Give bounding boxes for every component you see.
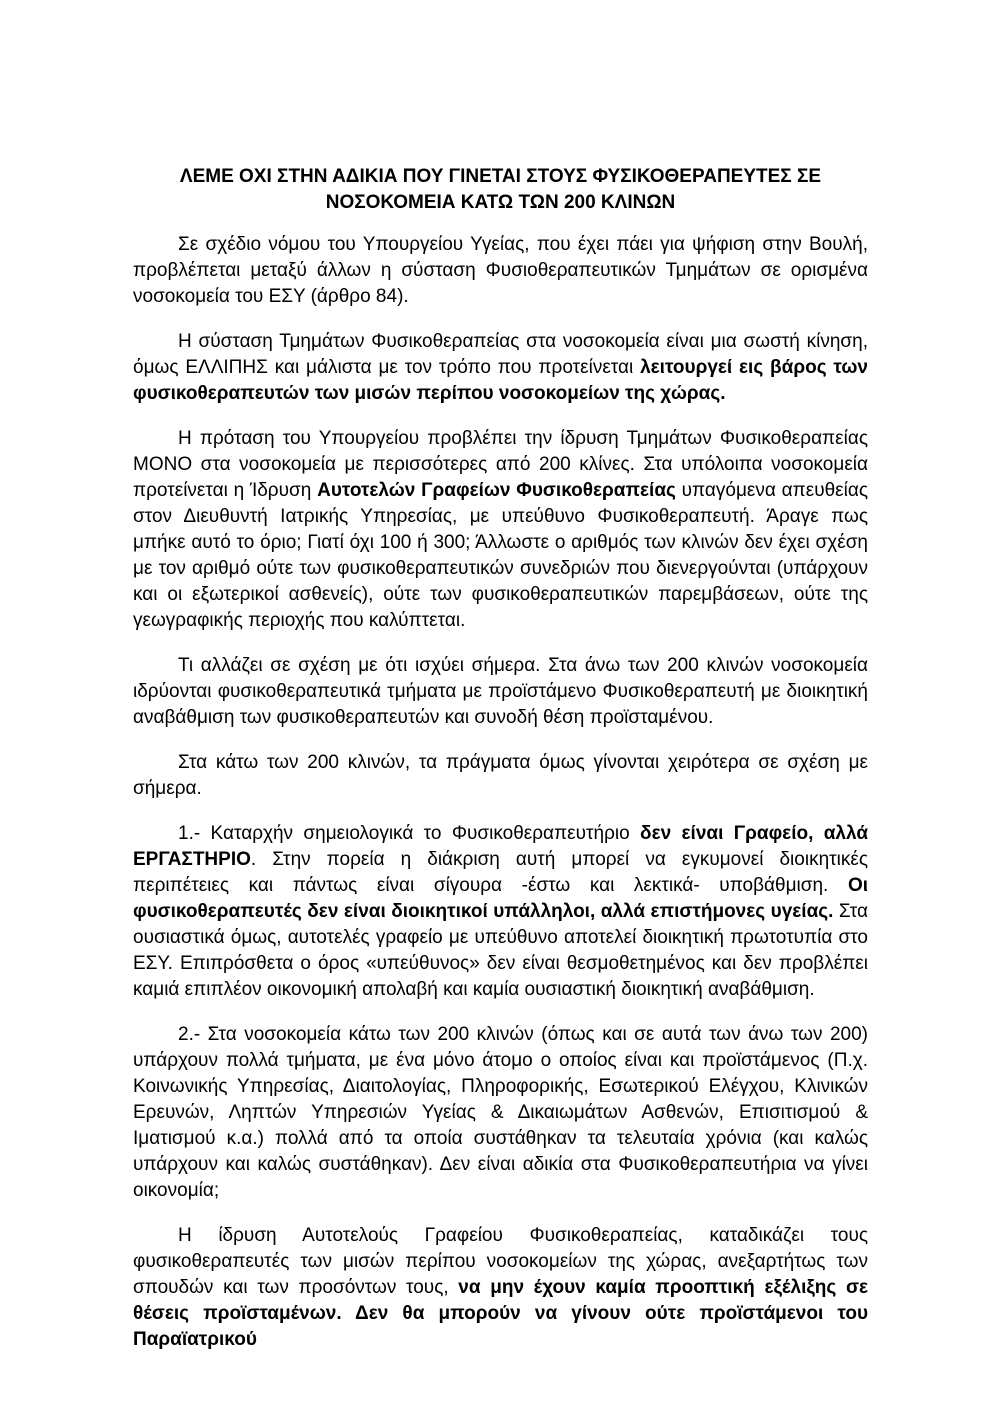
text-run: Η πρόταση του Υπουργείου προβλέπει την ίδρυση Τμημάτων Φυσικοθεραπείας ΜΟΝΟ στα νοσοκομεία με περισσότερες από 200 κλίνες. Στα υπόλοιπα νοσοκομεία προτείνεται η Ίδρυση bbox=[133, 428, 868, 501]
text-run: . Στην πορεία η διάκριση αυτή μπορεί να εγκυμονεί διοικητικές περιπέτειες και πάντως είναι σίγουρα -έστω και λεκτικά- υποβάθμιση. bbox=[133, 849, 868, 896]
paragraph bbox=[133, 1022, 868, 1204]
text-run: Στα ουσιαστικά όμως, αυτοτελές γραφείο με υπεύθυνο αποτελεί διοικητική πρωτοτυπία στο ΕΣΥ. Επιπρόσθετα ο όρος «υπεύθυνος» δεν είναι θεσμοθετημένος και δεν προβλέπει καμιά επιπλέον οικονομική απολαβή και καμία ουσιαστική διοικητική αναβάθμιση. bbox=[133, 901, 868, 1000]
text-run: 2.- Στα νοσοκομεία κάτω των 200 κλινών (όπως και σε αυτά των άνω των 200) υπάρχουν πολλά τμήματα, με ένα μόνο άτομο ο οποίος είναι και προϊστάμενος (Π.χ. Κοινωνικής Υπηρεσίας, Διαιτολογίας, Πληροφορικής, Εσωτερικού Ελέγχου, Κλινικών Ερευνών, Ληπτών Υπηρεσιών Υγείας & Δικαιωμάτων Ασθενών, Επισιτισμού & Ιματισμού κ.α.) πολλά από τα οποία συστάθηκαν τα τελευταία χρόνια (και καλώς υπάρχουν και καλώς συστάθηκαν). Δεν είναι αδικία στα Φυσικοθεραπευτήρια να γίνει οικονομία; bbox=[133, 1024, 868, 1201]
text-run: Σε σχέδιο νόμου του Υπουργείου Υγείας, που έχει πάει για ψήφιση στην Βουλή, προβλέπεται μεταξύ άλλων η σύσταση Φυσιοθεραπευτικών Τμημάτων σε ορισμένα νοσοκομεία του ΕΣΥ (άρθρο 84). bbox=[133, 234, 868, 307]
paragraph bbox=[133, 1223, 868, 1353]
paragraph bbox=[133, 329, 868, 407]
text-run: Η σύσταση Τμημάτων Φυσικοθεραπείας στα νοσοκομεία είναι μια σωστή κίνηση, όμως ΕΛΛΙΠΗΣ και μάλιστα με τον τρόπο που προτείνεται bbox=[133, 331, 868, 378]
text-run: 1.- Καταρχήν σημειολογικά το Φυσικοθεραπευτήριο bbox=[178, 823, 641, 844]
text-run: Η ίδρυση Αυτοτελούς Γραφείου Φυσικοθεραπείας, καταδικάζει τους φυσικοθεραπευτές των μισών περίπου νοσοκομείων της χώρας, ανεξαρτήτως των σπουδών και των προσόντων τους, bbox=[133, 1225, 868, 1298]
paragraph bbox=[133, 750, 868, 802]
paragraph bbox=[133, 232, 868, 310]
document-body bbox=[133, 232, 868, 1353]
paragraph bbox=[133, 426, 868, 634]
paragraph bbox=[133, 821, 868, 1003]
text-run: υπαγόμενα απευθείας στον Διευθυντή Ιατρικής Υπηρεσίας, με υπεύθυνο Φυσικοθεραπευτή. Άραγε πως μπήκε αυτό το όριο; Γιατί όχι 100 ή 300; Άλλωστε ο αριθμός των κλινών δεν έχει σχέση με τον αριθμό ούτε των φυσικοθεραπευτικών συνεδριών που διενεργούνται (υπάρχουν και οι εξωτερικοί ασθενείς), ούτε των φυσικοθεραπευτικών παρεμβάσεων, ούτε της γεωγραφικής περιοχής που καλύπτεται. bbox=[133, 480, 868, 631]
text-run: Στα κάτω των 200 κλινών, τα πράγματα όμως γίνονται χειρότερα σε σχέση με σήμερα. bbox=[133, 752, 868, 799]
text-run: να μην έχουν καμία προοπτική εξέλιξης σε θέσεις προϊσταμένων. Δεν θα μπορούν να γίνουν ούτε προϊστάμενοι του Παραϊατρικού bbox=[133, 1277, 868, 1350]
text-run: Τι αλλάζει σε σχέση με ότι ισχύει σήμερα. Στα άνω των 200 κλινών νοσοκομεία ιδρύονται φυσικοθεραπευτικά τμήματα με προϊστάμενο Φυσικοθεραπευτή με διοικητική αναβάθμιση των φυσικοθεραπευτών και συνοδή θέση προϊσταμένου. bbox=[133, 655, 868, 728]
text-run: Αυτοτελών Γραφείων Φυσικοθεραπείας bbox=[317, 480, 676, 501]
paragraph bbox=[133, 653, 868, 731]
text-run: δεν είναι Γραφείο, αλλά ΕΡΓΑΣΤΗΡΙΟ bbox=[133, 823, 868, 870]
text-run: Οι φυσικοθεραπευτές δεν είναι διοικητικοί υπάλληλοι, αλλά επιστήμονες υγείας. bbox=[133, 875, 868, 922]
document-title: ΛΕΜΕ ΟΧΙ ΣΤΗΝ ΑΔΙΚΙΑ ΠΟΥ ΓΙΝΕΤΑΙ ΣΤΟΥΣ ΦΥΣΙΚΟΘΕΡΑΠΕΥΤΕΣ ΣΕ ΝΟΣΟΚΟΜΕΙΑ ΚΑΤΩ ΤΩΝ 200 ΚΛΙΝΩΝ bbox=[179, 166, 822, 213]
text-run: λειτουργεί εις βάρος των φυσικοθεραπευτών των μισών περίπου νοσοκομείων της χώρας. bbox=[133, 357, 868, 404]
